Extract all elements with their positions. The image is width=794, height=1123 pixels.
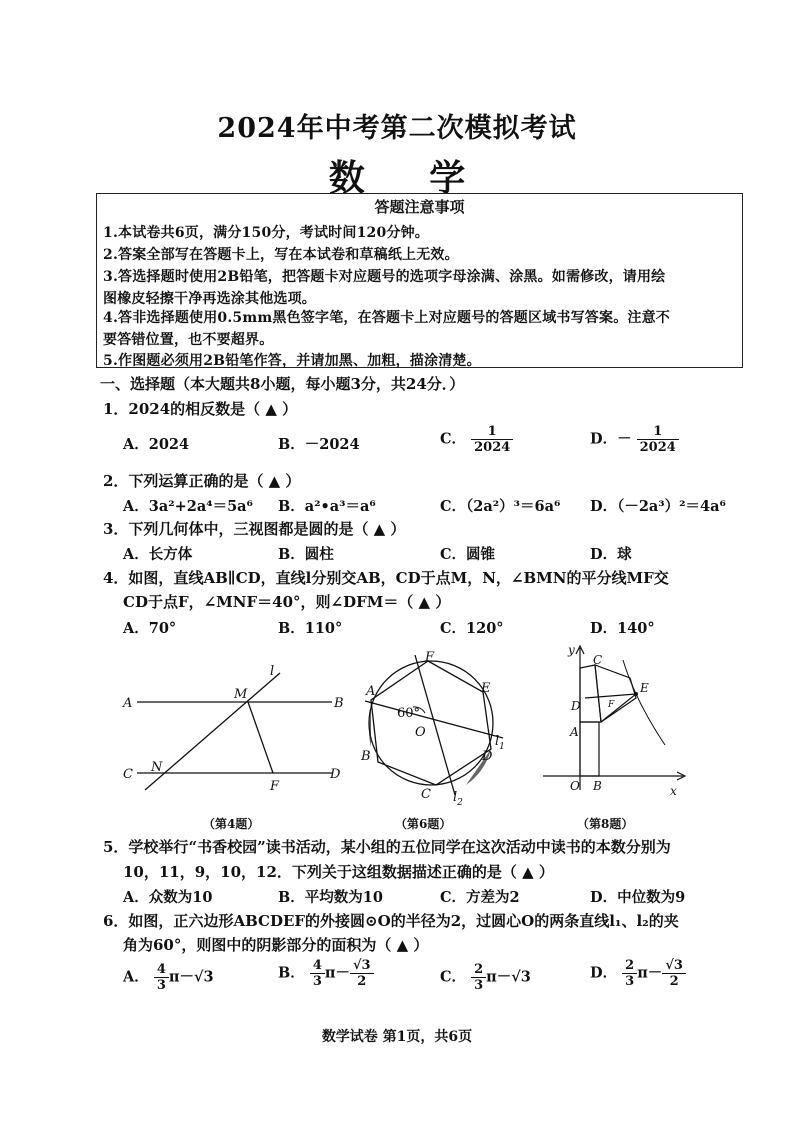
label-c: C — [593, 653, 603, 667]
notice-line: 要答错位置，也不要超界。 — [103, 332, 274, 348]
q6-b-numerator: 4 — [310, 958, 325, 974]
hexagon — [371, 661, 491, 785]
segment-de — [585, 694, 636, 698]
rectangle-lower — [580, 722, 599, 776]
q6-option-d — [590, 958, 686, 989]
q1-option-a: A．2024 — [123, 436, 190, 453]
q6-a-fraction — [154, 962, 169, 993]
label-d: D — [330, 767, 341, 782]
q6-a-label: A． — [123, 968, 149, 986]
q1-stem: 1．2024的相反数是（ ▲ ） — [103, 400, 298, 418]
q6-b-fraction2 — [350, 958, 374, 989]
q6-d-denominator2: 2 — [669, 974, 679, 989]
q1-d-fraction — [637, 424, 679, 455]
q6-d-numerator2: √3 — [662, 958, 686, 974]
q6-c-label: C． — [440, 968, 467, 986]
label-c: C — [123, 767, 133, 782]
quad-right — [595, 665, 636, 722]
q6-b-fraction — [310, 958, 325, 989]
q3-option-d: D．球 — [590, 546, 632, 563]
q6-a-numerator: 4 — [154, 962, 169, 978]
label-a: A — [570, 725, 579, 739]
q6-c-denominator: 3 — [474, 978, 484, 993]
point-e — [634, 692, 638, 696]
figure-8-caption: （第8题） — [577, 817, 634, 831]
q6-b-mid: π－ — [324, 964, 350, 982]
q5-option-a: A．众数为10 — [123, 889, 213, 906]
label-f: F — [425, 650, 435, 665]
q1-option-b: B．－2024 — [278, 436, 360, 453]
line-mf — [248, 702, 273, 773]
q3-option-b: B．圆柱 — [278, 546, 334, 563]
q6-d-fraction — [622, 958, 637, 989]
figure-6-caption: （第6题） — [395, 817, 452, 831]
notice-box — [96, 193, 743, 368]
q1-d-numerator: 1 — [637, 424, 679, 440]
label-b: B — [361, 749, 371, 764]
q3-option-c: C．圆锥 — [440, 546, 496, 563]
label-o: O — [415, 725, 426, 740]
q6-a-rest: π－√3 — [168, 968, 214, 986]
q5-option-b: B．平均数为10 — [278, 889, 383, 906]
label-e: E — [640, 681, 649, 695]
label-c: C — [421, 787, 431, 802]
label-l1: $l_1$ — [495, 734, 505, 752]
q6-option-b — [278, 958, 374, 989]
label-l2: $l_2$ — [453, 790, 463, 808]
page-footer: 数学试卷 第1页，共6页 — [321, 1029, 473, 1045]
q3-option-a: A．长方体 — [123, 546, 193, 563]
q6-c-fraction — [471, 962, 486, 993]
q1-c-denominator: 2024 — [474, 440, 511, 455]
label-d: D — [482, 749, 493, 764]
q6-option-a — [123, 962, 214, 993]
figure-6 — [355, 645, 525, 815]
q4-option-d: D．140° — [590, 620, 655, 637]
q6-option-c — [440, 962, 531, 993]
q4-option-c: C．120° — [440, 620, 504, 637]
notice-line: 图橡皮轻擦干净再选涂其他选项。 — [103, 291, 316, 307]
label-l: l — [270, 664, 275, 679]
q6-b-numerator2: √3 — [350, 958, 374, 974]
q1-c-numerator: 1 — [471, 424, 513, 440]
q6-c-rest: π－√3 — [486, 968, 531, 986]
q1-c-fraction — [471, 424, 513, 455]
q6-stem-line2: 角为60°，则图中的阴影部分的面积为（ ▲ ） — [123, 936, 429, 954]
q6-d-mid: π－ — [637, 964, 663, 982]
label-n: N — [151, 760, 163, 775]
q6-d-denominator: 3 — [625, 974, 635, 989]
q5-option-c: C．方差为2 — [440, 889, 520, 906]
q6-d-numerator: 2 — [622, 958, 637, 974]
subject-title: 数 学 — [328, 157, 492, 199]
figure-4 — [120, 655, 350, 805]
notice-line: 5.作图题必须用2B铅笔作答，并请加黑、加粗，描涂清楚。 — [103, 353, 481, 369]
q6-c-numerator: 2 — [471, 962, 486, 978]
q2-option-c: C．（2a²）³＝6a⁶ — [440, 498, 561, 515]
q3-stem: 3．下列几何体中，三视图都是圆的是（ ▲ ） — [103, 520, 406, 538]
q1-option-c — [440, 424, 513, 455]
q2-option-d: D．（－2a³）²＝4a⁶ — [590, 498, 726, 515]
exam-title: 2024年中考第二次模拟考试 — [217, 113, 577, 144]
section-heading: 一、选择题（本大题共8小题，每小题3分，共24分．） — [100, 375, 465, 393]
label-d: D — [571, 699, 581, 713]
label-e: E — [481, 681, 491, 696]
notice-line: 2.答案全部写在答题卡上，写在本试卷和草稿纸上无效。 — [103, 247, 459, 263]
label-a: A — [366, 684, 376, 699]
q2-option-a: A．3a²+2a⁴＝5a⁶ — [123, 498, 253, 515]
label-a: A — [123, 696, 133, 711]
label-b: B — [593, 779, 602, 793]
q6-a-denominator: 3 — [156, 978, 166, 993]
q6-stem-line1: 6．如图，正六边形ABCDEF的外接圆⊙O的半径为2，过圆心O的两条直线l₁、l₂的夹 — [103, 912, 679, 930]
q5-stem-line1: 5．学校举行“书香校园”读书活动，某小组的五位同学在这次活动中读书的本数分别为 — [103, 838, 671, 856]
q4-option-a: A．70° — [123, 620, 177, 637]
q6-d-label: D． — [590, 964, 618, 982]
q1-d-denominator: 2024 — [639, 440, 676, 455]
notice-line: 1.本试卷共6页，满分150分，考试时间120分钟。 — [103, 225, 430, 241]
segment-ae — [601, 694, 636, 722]
label-f: F — [608, 700, 615, 710]
q4-option-b: B．110° — [278, 620, 343, 637]
q5-stem-line2: 10，11，9，10，12．下列关于这组数据描述正确的是（ ▲ ） — [123, 863, 554, 881]
label-f: F — [270, 779, 280, 794]
figure-4-caption: （第4题） — [203, 817, 260, 831]
q1-d-sign: － — [617, 430, 632, 448]
label-o: O — [570, 779, 580, 793]
notice-line: 3.答选择题时使用2B铅笔，把答题卡对应题号的选项字母涂满、涂黑。如需修改，请用绘 — [103, 269, 666, 285]
q1-option-d — [590, 424, 679, 455]
q4-stem-line1: 4．如图，直线AB∥CD，直线l分别交AB，CD于点M，N，∠BMN的平分线MF交 — [103, 569, 669, 587]
q6-b-denominator: 3 — [312, 974, 322, 989]
label-angle: 60° — [397, 706, 421, 721]
q2-stem: 2．下列运算正确的是（ ▲ ） — [103, 472, 301, 490]
figure-8 — [535, 640, 695, 805]
q1-d-label: D． — [590, 430, 618, 448]
q4-stem-line2: CD于点F，∠MNF＝40°，则∠DFM＝（ ▲ ） — [123, 593, 451, 611]
q6-d-fraction2 — [662, 958, 686, 989]
q5-option-d: D．中位数为9 — [590, 889, 686, 906]
q1-c-label: C． — [440, 430, 467, 448]
label-m: M — [234, 687, 248, 702]
q6-b-denominator2: 2 — [357, 974, 367, 989]
q2-option-b: B．a²•a³＝a⁶ — [278, 498, 376, 515]
label-b: B — [334, 696, 344, 711]
label-x: x — [670, 784, 677, 798]
q6-b-label: B． — [278, 964, 305, 982]
notice-line: 4.答非选择题使用0.5mm黑色签字笔，在答题卡上对应题号的答题区域书写答案。注意不 — [103, 310, 670, 326]
label-y: y — [568, 643, 575, 657]
notice-title: 答题注意事项 — [374, 198, 465, 216]
